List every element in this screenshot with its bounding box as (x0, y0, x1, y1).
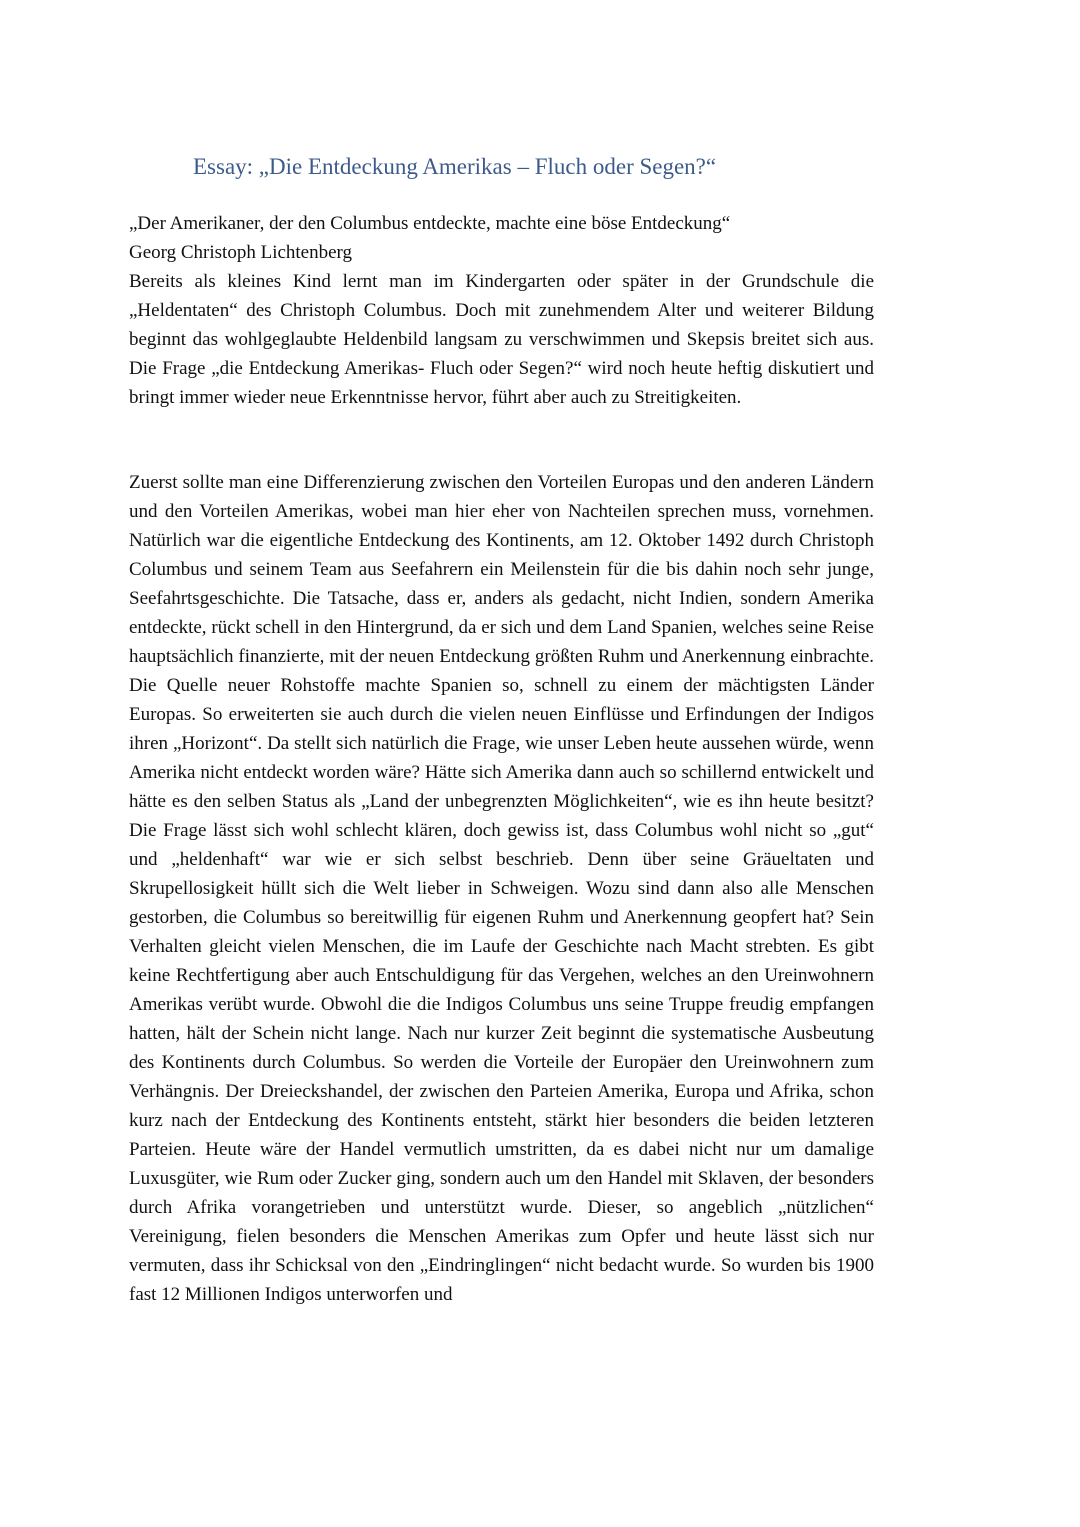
paragraph: Bereits als kleines Kind lernt man im Kindergarten oder später in der Grundschule die „Heldentaten“ des Christoph Columbus. Doch mit zunehmendem Alter und weiterer Bildung beginnt das wohlgeglaubte Heldenbild langsam zu verschwimmen und Skepsis breitet sich aus. Die Frage „die Entdeckung Amerikas- Fluch oder Segen?“ wird noch heute heftig diskutiert und bringt immer wieder neue Erkenntnisse hervor, führt aber auch zu Streitigkeiten. (129, 271, 874, 408)
epigraph-quote: „Der Amerikaner, der den Columbus entdeckte, machte eine böse Entdeckung“ (129, 213, 731, 234)
epigraph-author: Georg Christoph Lichtenberg (129, 242, 353, 263)
paragraph: Zuerst sollte man eine Differenzierung zwischen den Vorteilen Europas und den anderen Ländern und den Vorteilen Amerikas, wobei man hier eher von Nachteilen sprechen muss, vornehmen. Natürlich war die eigentliche Entdeckung des Kontinents, am 12. Oktober 1492 durch Christoph Columbus und seinem Team aus Seefahrern ein Meilenstein für die bis dahin noch sehr junge, Seefahrtsgeschichte. Die Tatsache, dass er, anders als gedacht, nicht Indien, sondern Amerika entdeckte, rückt schell in den Hintergrund, da er sich und dem Land Spanien, welches seine Reise hauptsächlich finanzierte, mit der neuen Entdeckung größten Ruhm und Anerkennung einbrachte. Die Quelle neuer Rohstoffe machte Spanien so, schnell zu einem der mächtigsten Länder Europas. So erweiterten sie auch durch die vielen neuen Einflüsse und Erfindungen der Indigos ihren „Horizont“. Da stellt sich natürlich die Frage, wie unser Leben heute aussehen würde, wenn Amerika nicht entdeckt worden wäre? Hätte sich Amerika dann auch so schillernd entwickelt und hätte es den selben Status als „Land der unbegrenzten Möglichkeiten“, wie es ihn heute besitzt? Die Frage lässt sich wohl schlecht klären, doch gewiss ist, dass Columbus wohl nicht so „gut“ und „heldenhaft“ war wie er sich selbst beschrieb. Denn über seine Gräueltaten und Skrupellosigkeit hüllt sich die Welt lieber in Schweigen. Wozu sind dann also alle Menschen gestorben, die Columbus so bereitwillig für eigenen Ruhm und Anerkennung geopfert hat? Sein Verhalten gleicht vielen Menschen, die im Laufe der Geschichte nach Macht strebten. Es gibt keine Rechtfertigung aber auch Entschuldigung für das Vergehen, welches an den Ureinwohnern Amerikas verübt wurde. Obwohl die die Indigos Columbus uns seine Truppe freudig empfangen hatten, hält der Schein nicht lange. Nach nur kurzer Zeit beginnt die systematische Ausbeutung des Kontinents durch Columbus. So werden die Vorteile der Europäer den Ureinwohnern zum Verhängnis. Der Dreieckshandel, der zwischen den Parteien Amerika, Europa und Afrika, schon kurz nach der Entdeckung des Kontinents entsteht, stärkt hier besonders die beiden letzteren Parteien. Heute wäre der Handel vermutlich umstritten, da es dabei nicht nur um damalige Luxusgüter, wie Rum oder Zucker ging, sondern auch um den Handel mit Sklaven, der besonders durch Afrika vorangetrieben und unterstützt wurde. Dieser, so angeblich „nützlichen“ Vereinigung, fielen besonders die Menschen Amerikas zum Opfer und heute lässt sich nur vermuten, dass ihr Schicksal von den „Eindringlingen“ nicht bedacht wurde. So wurden bis 1900 fast 12 Millionen Indigos unterworfen und (129, 472, 874, 1305)
essay-title: Essay: „Die Entdeckung Amerikas – Fluch oder Segen?“ (193, 154, 717, 179)
